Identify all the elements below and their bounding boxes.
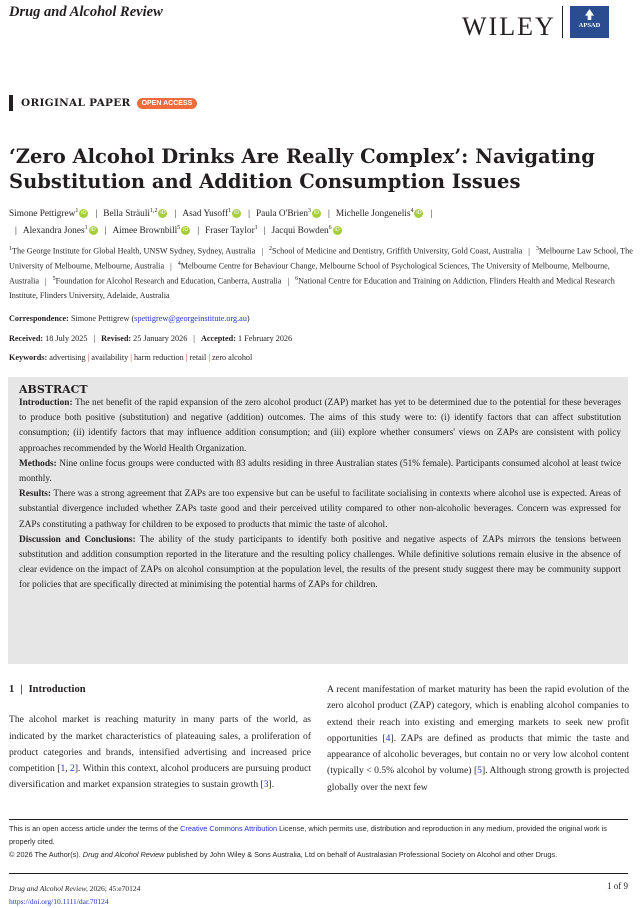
keywords-label: Keywords:	[9, 353, 48, 362]
keyword: advertising	[49, 353, 86, 362]
abstract-section-text: The net benefit of the rapid expansion of the zero alcohol product (ZAP) market has yet to be determined due to the potential for these beverages to produce both positive (substitution) and negative (addition) outcomes. The aims of this study were to: (i) identify factors that can affect substitution consumption; (ii) identify factors that may influence addition consumption; and (iii) explore whether consumers' views on ZAPs are consistent with policy approaches recommended by the World Health Organization.	[19, 398, 621, 454]
author-affiliation-sup: 1	[84, 224, 88, 231]
author-name[interactable]: Bella Sträuli	[103, 209, 150, 220]
section-title: Introduction	[28, 684, 86, 695]
author-separator: |	[263, 225, 266, 236]
ref-link[interactable]: 4	[385, 732, 391, 744]
affiliation-sup: 1	[9, 246, 12, 252]
author-affiliation-sup: 1	[254, 224, 258, 231]
license-link[interactable]: Creative Commons Attribution	[180, 824, 278, 833]
author-name[interactable]: Aimee Brownbill	[112, 225, 178, 236]
section-heading: 1 | Introduction	[9, 684, 86, 695]
affiliation: Melbourne Law School, The University of Melbourne, Melbourne, Australia	[9, 246, 633, 271]
abstract-section	[19, 396, 621, 457]
abstract-section	[19, 457, 621, 487]
abstract-section-text: Nine online focus groups were conducted with 83 adults residing in three Australian states (51% female). Participants consumed alcohol at least twice monthly.	[19, 458, 621, 485]
citation	[9, 882, 140, 908]
accepted-date: 1 February 2026	[238, 334, 293, 343]
revised-label: Revised:	[101, 334, 132, 343]
citation-journal: Drug and Alcohol Review,	[9, 884, 88, 893]
author-affiliation-sup: 5	[177, 224, 181, 231]
leaf-icon	[585, 9, 594, 20]
ref-link[interactable]: 3	[263, 779, 269, 791]
abstract-section-text: There was a strong agreement that ZAPs are too expensive but can be useful to facilitate socialising in contexts where alcohol use is expected. Areas of substantial divergence included whether ZAPs taste good and their perceived utility compared to other non-alcoholic beverages. Concern was expressed for ZAPs constituting a pathway for children to be exposed to products that mimic the taste of alcohol.	[19, 489, 622, 530]
received-date: 18 July 2025	[45, 334, 88, 343]
logo-divider	[562, 6, 563, 38]
affiliation-sup: 5	[52, 276, 56, 283]
license-note: This is an open access article under the terms of the Creative Commons Attribution License, which permits use, distribution and reproduction in any medium, provided the original work is properly cited. © 2026 The Author(s). Drug and Alcohol Review published by John Wiley & Sons Australia, Ltd on behalf of Australasian Professional Society on Alcohol and other Drugs.	[9, 824, 607, 859]
affiliations: $^1$The George Institute for Global Health, UNSW Sydney, Sydney, Australia | $^2$School of Medicine and Dentistry, Griffith University, Gold Coast, Australia | $^3$Melbourne Law School, The University of Melbourne, Melbourne, Australia | $^4$Melbourne Centre for Behaviour Change, Melbourne School of Psychological Sciences, The University of Melbourne, Melbourne, Australia | $^5$Foundation for Alcohol Research and Education, Canberra, Australia | $^6$National Centre for Education and Training on Addiction, Flinders Health and Medical Research Institute, Flinders University, Adelaide, Australia	[9, 246, 633, 300]
orcid-icon[interactable]: iD	[233, 210, 240, 217]
affiliation: Melbourne Centre for Behaviour Change, Melbourne School of Psychological Sciences, The University of Melbourne, Melbourne, Australia	[9, 261, 610, 287]
revised-date: 25 January 2026	[133, 334, 188, 343]
orcid-icon[interactable]: iD	[183, 227, 189, 234]
correspondence-email-link[interactable]: spettigrew@georgeinstitute.org.au	[134, 314, 247, 323]
correspondence-name: Simone Pettigrew	[70, 314, 130, 323]
ref-link[interactable]: 1	[60, 763, 66, 775]
ref-link[interactable]: 5	[477, 765, 482, 777]
paper-title: ‘Zero Alcohol Drinks Are Really Complex’: Navigating Substitution and Addition Consumption Issues	[9, 145, 595, 193]
intro-paragraph: A recent manifestation of market maturity has been the rapid evolution of the zero alcohol product (ZAP) category, which is enabling alcohol companies to extend their reach into existing and emerging markets to seek new profit opportunities [4]. ZAPs are defined as products that mimic the taste and appearance of alcoholic beverages, but contain no or very low alcohol content (typically < 0.5% alcohol by volume) [5]. Although strong growth is projected globally over the next few	[327, 684, 630, 793]
journal-name: Drug and Alcohol Review	[9, 4, 163, 20]
author-affiliation-sup: 6	[328, 224, 332, 231]
affiliation: National Centre for Education and Training on Addiction, Flinders Health and Medical Research Institute, Flinders University, Adelaide, Australia	[9, 277, 615, 300]
affiliation: School of Medicine and Dentistry, Griffith University, Gold Coast, Australia	[271, 246, 523, 256]
affiliation-sup: 6	[295, 276, 299, 283]
apsad-logo	[570, 6, 609, 38]
abstract-section-label: Discussion and Conclusions:	[19, 534, 136, 545]
paper-type	[9, 95, 197, 111]
author-name[interactable]: Fraser Taylor	[205, 225, 255, 236]
received-label: Received:	[9, 334, 44, 343]
author-affiliation-sup: 1	[75, 208, 79, 214]
paper-type-bar	[9, 95, 13, 111]
orcid-icon[interactable]: iD	[313, 210, 320, 217]
author-affiliation-sup: 4	[410, 208, 414, 214]
affiliation: The George Institute for Global Health, UNSW Sydney, Sydney, Australia	[12, 246, 256, 256]
abstract-box	[8, 377, 628, 664]
ref-link[interactable]: 2	[70, 763, 75, 775]
author-affiliation-sup: 1,2	[149, 208, 158, 214]
affiliation-sup: 2	[268, 246, 272, 252]
keywords	[9, 353, 252, 362]
author-separator: |	[95, 209, 98, 220]
correspondence: Correspondence: Simone Pettigrew (spettigrew@georgeinstitute.org.au)	[9, 314, 250, 323]
page-number: 1 of 9	[607, 881, 628, 891]
keyword: harm reduction	[133, 353, 184, 362]
author-affiliation-sup: 1	[228, 208, 232, 214]
author-name[interactable]: Asad Yusoff	[182, 209, 229, 220]
author-affiliation-sup: 3	[307, 208, 311, 214]
abstract-section-label: Methods:	[19, 458, 57, 469]
author-separator: |	[15, 225, 17, 236]
orcid-icon[interactable]: iD	[81, 210, 87, 217]
keyword: retail	[189, 353, 207, 362]
author-separator: |	[248, 209, 250, 220]
intro-paragraph: The alcohol market is reaching maturity in many parts of the world, as indicated by the market characteristics of plateauing sales, a proliferation of product categories and brands, intensified advertising and increased price competition [1, 2]. Within this context, alcohol producers are pursuing product diversification and market expansion strategies to sustain growth [3].	[9, 714, 311, 791]
author-name[interactable]: Alexandra Jones	[22, 225, 85, 236]
dates: Received: 18 July 2025 | Revised: 25 January 2026 | Accepted: 1 February 2026	[9, 334, 293, 343]
orcid-icon[interactable]: iD	[416, 210, 422, 217]
orcid-icon[interactable]: iD	[90, 227, 96, 234]
affiliation: Foundation for Alcohol Research and Education, Canberra, Australia	[55, 277, 282, 287]
intro-left-column	[9, 682, 311, 794]
apsad-logo-text: APSAD	[578, 22, 601, 29]
abstract-section-text: The ability of the study participants to identify both positive and negative aspects of ZAPs mirrors the tensions between substitution and addition consumption reported in the literature and the resulting policy challenges. While definitive solutions remain elusive in the absence of clear evidence on the impact of ZAPs on alcohol consumption at the population level, the results of the present study suggest there may be community support for policies that are specifically directed at minimising the potential harms of ZAPs for children.	[19, 534, 621, 591]
wiley-logo: WILEY	[462, 12, 556, 41]
abstract-section-label: Introduction:	[19, 398, 73, 408]
footer-rule-bottom	[9, 873, 628, 874]
abstract-section	[19, 533, 621, 594]
author-separator: |	[327, 209, 330, 220]
author-separator: |	[174, 209, 177, 220]
orcid-icon[interactable]: iD	[334, 227, 340, 234]
affiliation-sup: 3	[535, 246, 539, 252]
author-separator: |	[197, 225, 200, 236]
author-name[interactable]: Paula O'Brien	[255, 209, 308, 220]
paper-type-label: ORIGINAL PAPER	[21, 97, 131, 109]
affiliation-sup: 4	[177, 261, 181, 268]
footer-rule-top	[9, 819, 628, 820]
author-separator: |	[104, 225, 107, 236]
keyword-list: advertising | availability | harm reduction | retail | zero alcohol	[49, 353, 253, 362]
doi-link[interactable]: https://doi.org/10.1111/dar.70124	[9, 897, 109, 906]
keyword: availability	[91, 353, 129, 362]
author-list: Simone Pettigrew$^1$ iD | Bella Sträuli$^{1,2}$ iD | Asad Yusoff$^1$ iD | Paula O'Brien$^3$ iD | Michelle Jongenelis$^4$ iD | | Alexandra Jones$^1$ iD | Aimee Brownbill$^5$ iD | Fraser Taylor$^1$ | Jacqui Bowden$^6$ iD	[9, 208, 433, 236]
correspondence-label: Correspondence:	[9, 314, 69, 323]
orcid-icon[interactable]: iD	[160, 210, 166, 217]
citation-volume: 2026; 45:e70124	[87, 884, 141, 893]
keyword: zero alcohol	[212, 353, 253, 362]
abstract-section	[19, 487, 621, 533]
open-access-badge: OPEN ACCESS	[137, 98, 198, 109]
accepted-label: Accepted:	[200, 334, 236, 343]
intro-right-column	[327, 682, 629, 796]
abstract-heading: ABSTRACT	[19, 383, 88, 396]
section-number: 1	[9, 684, 15, 695]
author-name[interactable]: Jacqui Bowden	[271, 225, 329, 236]
abstract-section-label: Results:	[19, 489, 52, 500]
author-name[interactable]: Michelle Jongenelis	[335, 209, 411, 220]
author-name[interactable]: Simone Pettigrew	[9, 209, 76, 220]
